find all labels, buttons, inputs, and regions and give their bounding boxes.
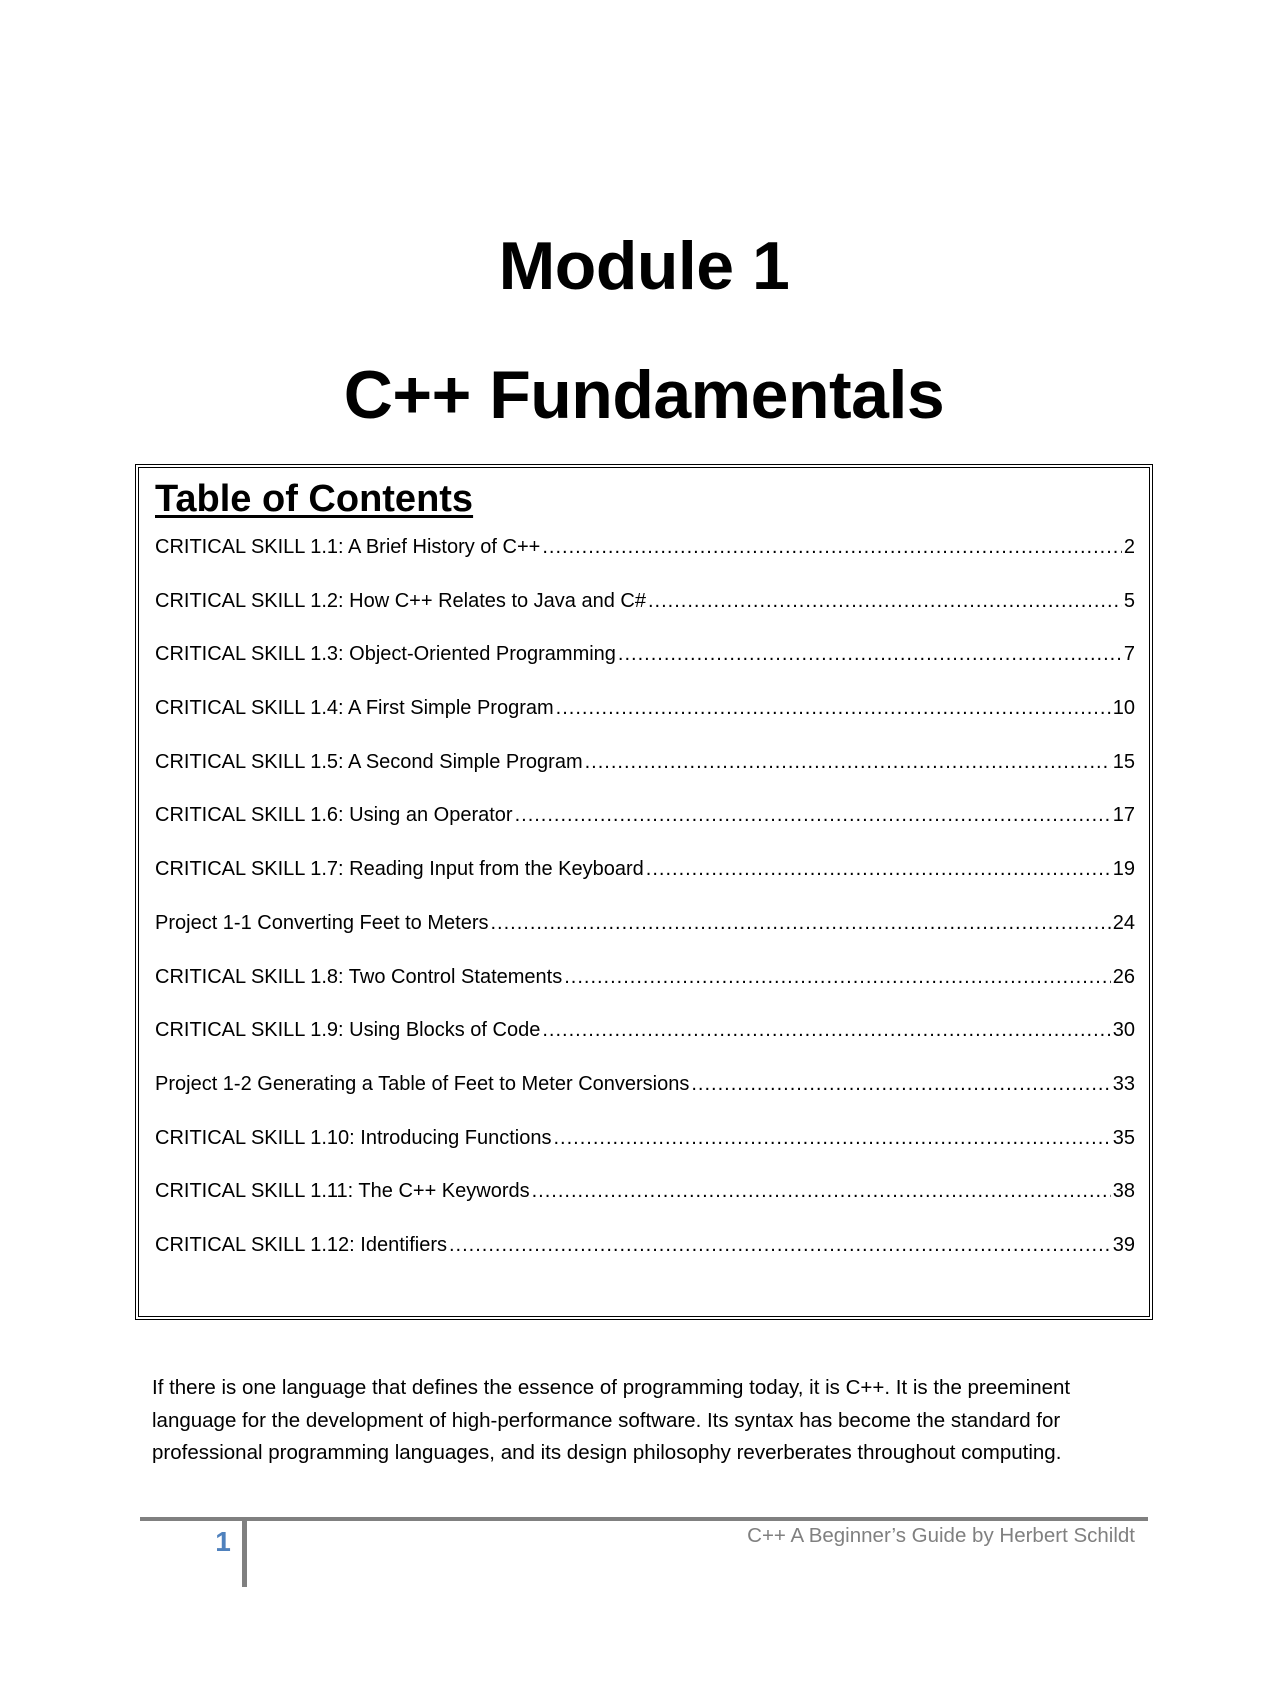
toc-dot-leader <box>556 697 1111 720</box>
toc-entry-title: Project 1-1 Converting Feet to Meters <box>155 911 489 934</box>
toc-entry-title: CRITICAL SKILL 1.11: The C++ Keywords <box>155 1180 530 1203</box>
toc-dot-leader <box>542 1019 1110 1042</box>
toc-entry-title: CRITICAL SKILL 1.1: A Brief History of C++ <box>155 536 541 558</box>
toc-entry-title: CRITICAL SKILL 1.10: Introducing Functions <box>155 1126 552 1149</box>
toc-dot-leader <box>564 966 1111 989</box>
toc-entry-page: 2 <box>1123 536 1135 558</box>
toc-entry-page: 15 <box>1112 750 1135 773</box>
toc-entry-title: CRITICAL SKILL 1.4: A First Simple Program <box>155 697 554 720</box>
toc-dot-leader <box>449 1234 1111 1257</box>
toc-entry-page: 35 <box>1112 1126 1135 1149</box>
toc-dot-leader <box>542 536 1122 559</box>
toc-entry-page: 17 <box>1112 804 1135 827</box>
intro-paragraph: If there is one language that defines the essence of programming today, it is C++. It is the preeminent language for the development of high-performance software. Its syntax has become the standard for professional programming languages, and its design philosophy reverberates throughout computing. <box>152 1376 1071 1464</box>
toc-entry-page: 26 <box>1112 965 1135 988</box>
footer-book-title: C++ A Beginner’s Guide by Herbert Schildt <box>747 1524 1135 1547</box>
toc-dot-leader <box>585 751 1111 774</box>
toc-entry-page: 5 <box>1123 589 1135 612</box>
toc-entry-page: 19 <box>1112 858 1135 881</box>
toc-entry[interactable] <box>155 536 1135 590</box>
toc-entry[interactable] <box>155 966 1135 1020</box>
toc-entry-title: CRITICAL SKILL 1.9: Using Blocks of Code <box>155 1019 541 1042</box>
toc-entry[interactable] <box>155 1180 1135 1234</box>
toc-entry-page: 7 <box>1123 643 1135 666</box>
toc-entry-title: CRITICAL SKILL 1.3: Object-Oriented Programming <box>155 643 616 666</box>
footer-divider <box>242 1517 247 1587</box>
toc-entry[interactable] <box>155 643 1135 697</box>
toc-entry-title: Project 1-2 Generating a Table of Feet to Meter Conversions <box>155 1072 690 1095</box>
footer-rule <box>140 1517 1148 1521</box>
toc-entry-title: CRITICAL SKILL 1.12: Identifiers <box>155 1233 447 1256</box>
toc-entry[interactable] <box>155 590 1135 644</box>
toc-entry-page: 30 <box>1112 1019 1135 1042</box>
toc-dot-leader <box>618 643 1122 666</box>
chapter-title: C++ Fundamentals <box>343 356 945 433</box>
module-title: Module 1 <box>498 227 790 304</box>
toc-entry-page: 24 <box>1112 911 1135 934</box>
toc-entry-page: 10 <box>1112 697 1135 720</box>
toc-entry[interactable] <box>155 1073 1135 1127</box>
toc-dot-leader <box>648 590 1122 613</box>
toc-entry-title: CRITICAL SKILL 1.8: Two Control Statements <box>155 965 563 988</box>
toc-dot-leader <box>490 912 1110 935</box>
toc-entry[interactable] <box>155 912 1135 966</box>
toc-entry-page: 38 <box>1112 1180 1135 1203</box>
toc-entry[interactable] <box>155 858 1135 912</box>
toc-entry[interactable] <box>155 1127 1135 1181</box>
toc-entry[interactable] <box>155 1234 1135 1288</box>
toc-dot-leader <box>515 804 1111 827</box>
toc-entry-title: CRITICAL SKILL 1.5: A Second Simple Program <box>155 750 583 773</box>
toc-entry-title: CRITICAL SKILL 1.2: How C++ Relates to Java and C# <box>155 589 646 612</box>
toc-dot-leader <box>691 1073 1110 1096</box>
toc-list <box>155 536 1135 1288</box>
page-number: 1 <box>215 1526 231 1557</box>
toc-entry-page: 33 <box>1112 1072 1135 1095</box>
toc-entry[interactable] <box>155 1019 1135 1073</box>
toc-dot-leader <box>532 1180 1111 1203</box>
toc-entry-page: 39 <box>1112 1233 1135 1256</box>
toc-heading: Table of Contents <box>155 478 474 520</box>
toc-entry-title: CRITICAL SKILL 1.6: Using an Operator <box>155 804 513 827</box>
toc-entry[interactable] <box>155 697 1135 751</box>
toc-entry-title: CRITICAL SKILL 1.7: Reading Input from the Keyboard <box>155 858 644 881</box>
toc-dot-leader <box>554 1127 1111 1150</box>
toc-dot-leader <box>646 858 1111 881</box>
toc-entry[interactable] <box>155 751 1135 805</box>
table-of-contents-box <box>135 464 1153 1320</box>
toc-entry[interactable] <box>155 804 1135 858</box>
